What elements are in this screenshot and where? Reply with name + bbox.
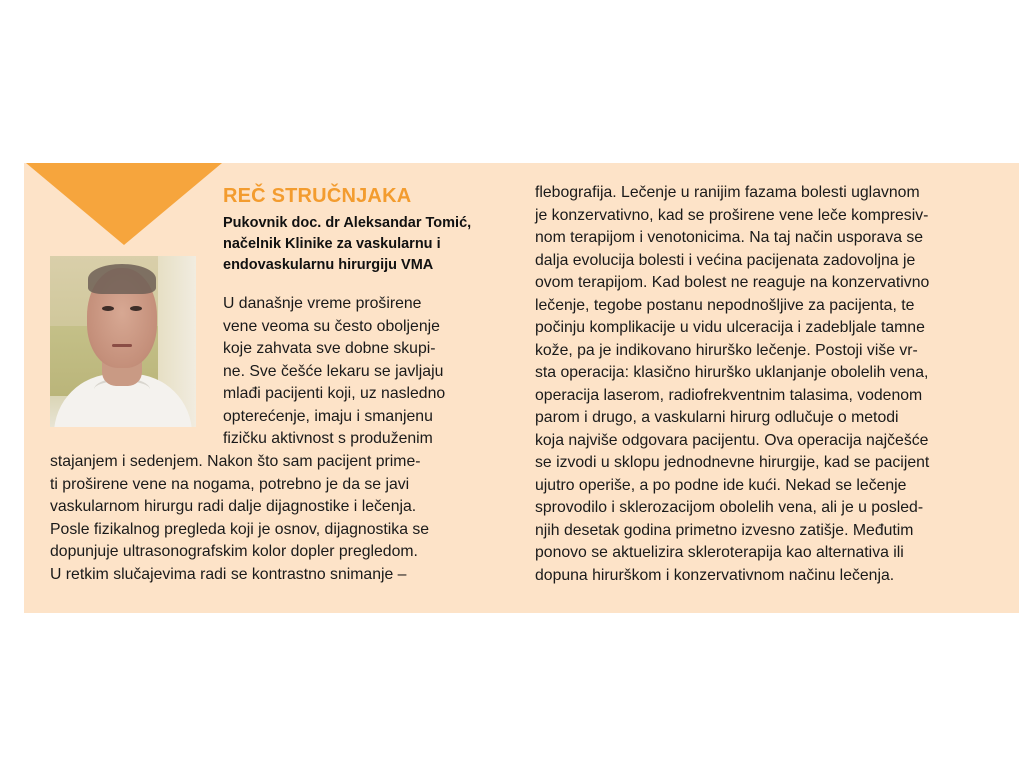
- text-line: flebografija. Lečenje u ranijim fazama bolesti uglavnom: [535, 184, 920, 201]
- text-line: lečenje, tegobe postanu nepodnošljive za pacijenta, te: [535, 296, 915, 314]
- photo-hair: [88, 264, 156, 294]
- text-line: ne. Sve češće lekaru se javljaju: [223, 362, 444, 380]
- text-line: ovom terapijom. Kad bolest ne reaguje na konzervativno: [535, 274, 930, 291]
- text-line: U retkim slučajevima radi se kontrastno snimanje –: [50, 565, 407, 583]
- column-2: [535, 182, 929, 587]
- author-line: Pukovnik doc. dr Aleksandar Tomić,: [223, 215, 472, 231]
- column-1-beside-photo: [223, 293, 445, 451]
- text-line: koja najviše odgovara pacijentu. Ova operacija najčešće: [535, 431, 929, 449]
- text-line: vaskularnom hirurgu radi dalje dijagnostike i lečenja.: [50, 498, 417, 515]
- text-line: dalja evolucija bolesti i većina pacijenata zadovoljna je: [535, 251, 916, 269]
- photo-mouth: [112, 344, 132, 347]
- text-line: fizičku aktivnost s produženim: [223, 430, 433, 447]
- triangle-down-icon: [26, 163, 222, 245]
- text-line: sprovodilo i sklerozacijom obolelih vena, ali je u posled-: [535, 499, 924, 516]
- text-line: vene veoma su često oboljenje: [223, 317, 440, 335]
- text-line: počinju komplikacije u vidu ulceracija i zadebljale tamne: [535, 319, 925, 336]
- text-line: dopunjuje ultrasonografskim kolor dopler pregledom.: [50, 543, 418, 560]
- text-line: opterećenje, imaju i smanjenu: [223, 407, 433, 425]
- text-line: nom terapijom i venotonicima. Na taj način usporava se: [535, 229, 924, 246]
- text-line: parom i drugo, a vaskularni hirurg odlučuje o metodi: [535, 409, 899, 426]
- text-line: stajanjem i sedenjem. Nakon što sam pacijent prime-: [50, 453, 421, 470]
- author-line: endovaskularnu hirurgiju VMA: [223, 257, 434, 273]
- photo-eye-left: [102, 306, 114, 311]
- photo-eye-right: [130, 306, 142, 311]
- author-credit: [223, 213, 523, 276]
- text-line: Posle fizikalnog pregleda koji je osnov, dijagnostika se: [50, 520, 430, 538]
- text-line: koje zahvata sve dobne skupi-: [223, 340, 436, 357]
- text-line: sta operacija: klasično hirurško uklanjanje obolelih vena,: [535, 364, 929, 381]
- expert-word-box: [24, 163, 1019, 613]
- text-line: njih desetak godina primetno izvesno zatišje. Međutim: [535, 521, 914, 539]
- author-photo: [50, 256, 196, 427]
- column-1-full-width: [50, 451, 429, 586]
- text-line: kože, pa je indikovano hirurško lečenje. Postoji više vr-: [535, 341, 918, 359]
- section-heading: REČ STRUČNJAKA: [223, 185, 412, 207]
- text-line: ti proširene vene na nogama, potrebno je da se javi: [50, 475, 410, 493]
- text-line: se izvodi u sklopu jednodnevne hirurgije, kad se pacijent: [535, 454, 930, 471]
- text-line: ponovo se aktuelizira skleroterapija kao alternativa ili: [535, 544, 904, 561]
- text-line: dopuna hirurškom i konzervativnom načinu lečenja.: [535, 566, 895, 584]
- text-line: operacija laserom, radiofrekventnim talasima, vodenom: [535, 386, 923, 404]
- text-line: mlađi pacijenti koji, uz nasledno: [223, 385, 446, 402]
- author-line: načelnik Klinike za vaskularnu i: [223, 236, 441, 252]
- text-line: je konzervativno, kad se proširene vene leče kompresiv-: [535, 206, 929, 224]
- text-line: ujutro operiše, a po podne ide kući. Nekad se lečenje: [535, 476, 907, 494]
- text-line: U današnje vreme proširene: [223, 295, 422, 312]
